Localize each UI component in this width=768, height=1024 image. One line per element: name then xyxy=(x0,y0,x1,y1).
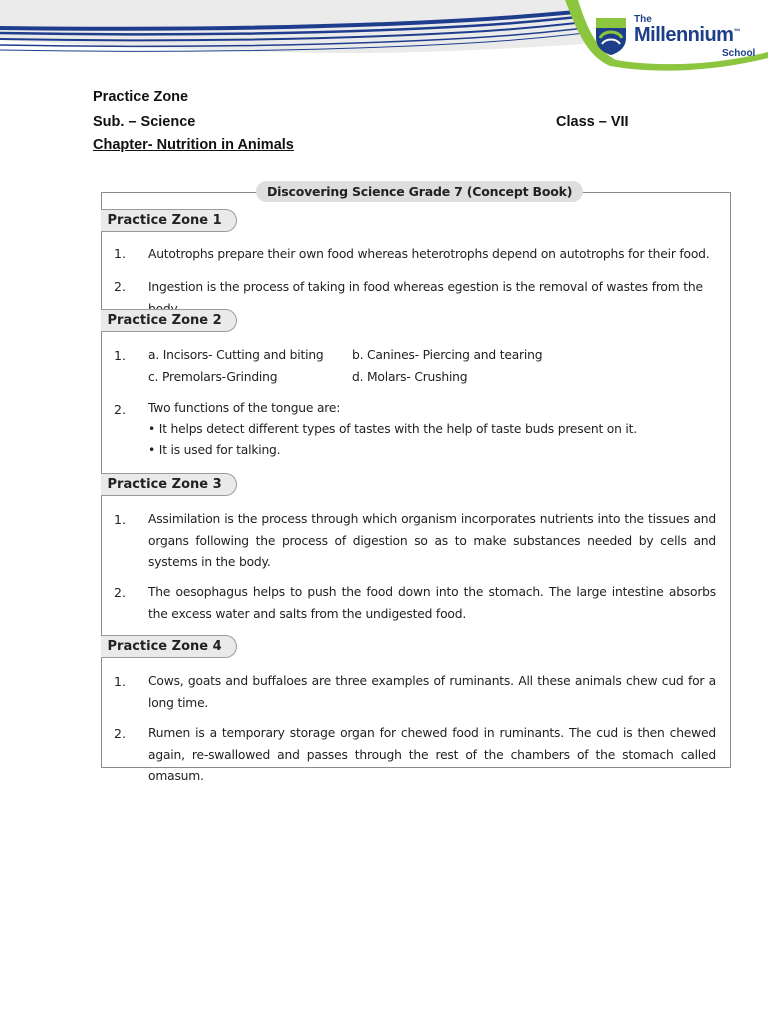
practice-zone-4-tab: Practice Zone 4 xyxy=(101,635,237,658)
teeth-molars: d. Molars- Crushing xyxy=(352,370,468,384)
zone-4-answer-1: Cows, goats and buffaloes are three examples of ruminants. All these animals chew cud for a long time. xyxy=(148,674,716,710)
zone-3-answer-1: Assimilation is the process through which organism incorporates nutrients into the tissues and organs following the process of digestion so as to make substances needed by cells and systems in the body. xyxy=(148,512,716,569)
book-title: Discovering Science Grade 7 (Concept Book) xyxy=(256,181,583,202)
zone-1-answer-1: Autotrophs prepare their own food whereas heterotrophs depend on autotrophs for their food. xyxy=(148,247,710,261)
subject-label: Sub. – Science xyxy=(93,114,196,130)
zone-1-answer-2: Ingestion is the process of taking in food whereas egestion is the removal of wastes from the xyxy=(148,280,703,294)
zone-2-answer-2: Two functions of the tongue are: xyxy=(148,401,341,415)
tongue-function-2: • It is used for talking. xyxy=(148,443,281,457)
tongue-function-1: • It helps detect different types of tastes with the help of taste buds present on it. xyxy=(148,422,637,436)
zone-2-answer-2-number: 2. xyxy=(114,402,126,417)
practice-zone-2-tab: Practice Zone 2 xyxy=(101,309,237,332)
chapter-title: Chapter- Nutrition in Animals xyxy=(93,137,294,153)
zone-4-answer-2-number: 2. xyxy=(114,726,126,741)
logo-school-text: School xyxy=(722,48,756,59)
page-title: Practice Zone xyxy=(93,89,189,105)
school-logo xyxy=(594,12,764,64)
class-label: Class – VII xyxy=(556,114,629,130)
zone-3-answer-1-number: 1. xyxy=(114,512,126,527)
zone-4-answer-2: Rumen is a temporary storage organ for chewed food in ruminants. The cud is then chewed again, re-swallowed and passes through the rest of the chambers of the stomach called omasum. xyxy=(148,726,716,783)
practice-zone-1-tab: Practice Zone 1 xyxy=(101,209,237,232)
practice-zone-3-tab: Practice Zone 3 xyxy=(101,473,237,496)
teeth-incisors: a. Incisors- Cutting and biting xyxy=(148,348,324,362)
shield-logo-icon xyxy=(594,16,628,56)
zone-3-answer-2-number: 2. xyxy=(114,585,126,600)
answer-key-box xyxy=(101,184,731,783)
teeth-canines: b. Canines- Piercing and tearing xyxy=(352,348,543,362)
zone-3-answer-2: The oesophagus helps to push the food down into the stomach. The large intestine absorbs the excess water and salts from the undigested food. xyxy=(148,585,716,621)
logo-name-text: Millennium™ xyxy=(634,24,740,46)
zone-4-answer-1-number: 1. xyxy=(114,674,126,689)
teeth-premolars: c. Premolars-Grinding xyxy=(148,370,278,384)
logo-the-text: The xyxy=(634,14,652,25)
zone-1-answer-2-number: 2. xyxy=(114,279,126,294)
zone-1-answer-1-number: 1. xyxy=(114,246,126,261)
zone-2-answer-1-number: 1. xyxy=(114,348,126,363)
